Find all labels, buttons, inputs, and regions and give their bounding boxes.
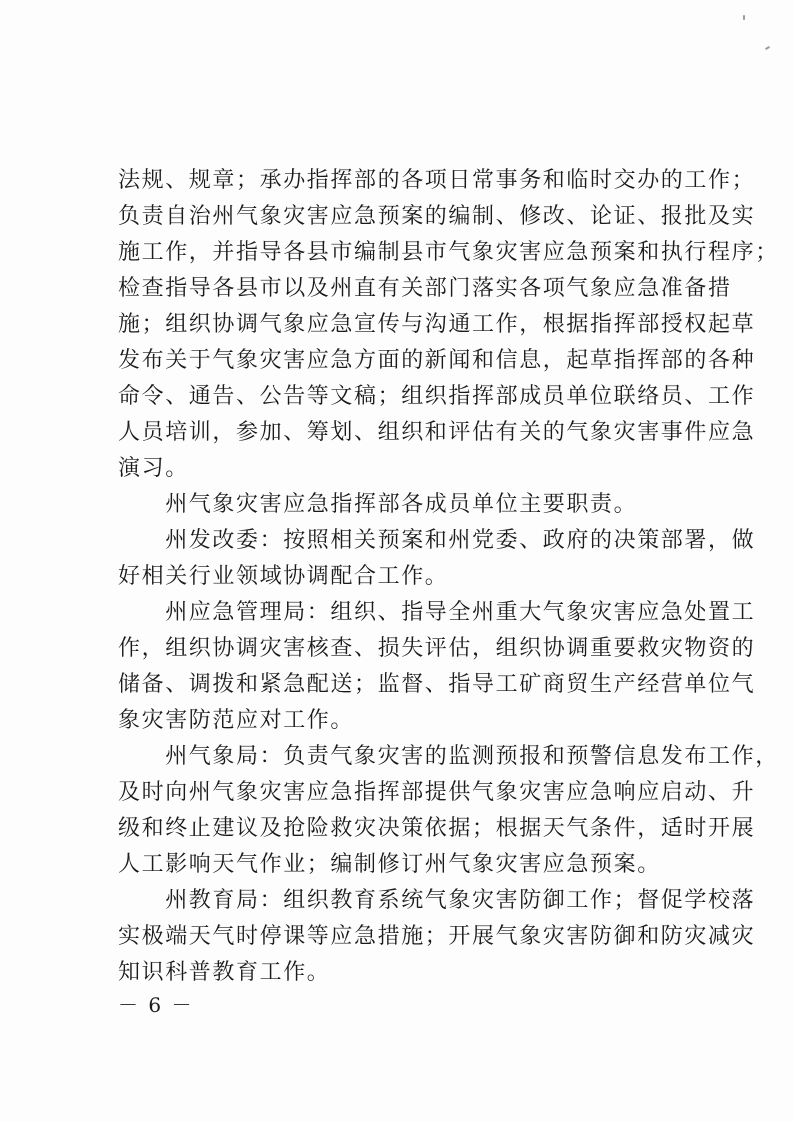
text-line: 州发改委：按照相关预案和州党委、政府的决策部署，做 bbox=[118, 528, 756, 553]
text-line: 好相关行业领域协调配合工作。 bbox=[118, 564, 449, 589]
scan-mark bbox=[743, 15, 745, 20]
text-line: 检查指导各县市以及州直有关部门落实各项气象应急准备措 bbox=[118, 276, 732, 301]
text-line: 级和终止建议及抢险救灾决策依据；根据天气条件，适时开展 bbox=[118, 816, 756, 841]
text-line: 实极端天气时停课等应急措施；开展气象灾害防御和防灾减灾 bbox=[118, 924, 756, 949]
text-line: 演习。 bbox=[118, 456, 189, 481]
text-line: 作，组织协调灾害核查、损失评估，组织协调重要救灾物资的 bbox=[118, 636, 756, 661]
text-line: 储备、调拨和紧急配送；监督、指导工矿商贸生产经营单位气 bbox=[118, 672, 756, 697]
text-line: 象灾害防范应对工作。 bbox=[118, 708, 355, 733]
text-line: 人员培训，参加、筹划、组织和评估有关的气象灾害事件应急 bbox=[118, 420, 756, 445]
text-line: 知识科普教育工作。 bbox=[118, 960, 331, 985]
text-line: 施；组织协调气象应急宣传与沟通工作，根据指挥部授权起草 bbox=[118, 312, 756, 337]
scan-mark bbox=[765, 46, 770, 50]
text-line: 州应急管理局：组织、指导全州重大气象灾害应急处置工 bbox=[118, 600, 756, 625]
text-line: 州教育局：组织教育系统气象灾害防御工作；督促学校落 bbox=[118, 888, 756, 913]
text-line: 法规、规章；承办指挥部的各项日常事务和临时交办的工作； bbox=[118, 168, 756, 193]
text-line: 负责自治州气象灾害应急预案的编制、修改、论证、报批及实 bbox=[118, 204, 756, 229]
text-line: 施工作，并指导各县市编制县市气象灾害应急预案和执行程序； bbox=[118, 240, 779, 265]
text-line: 命令、通告、公告等文稿；组织指挥部成员单位联络员、工作 bbox=[118, 384, 756, 409]
text-line: 发布关于气象灾害应急方面的新闻和信息，起草指挥部的各种 bbox=[118, 348, 756, 373]
text-line: 州气象灾害应急指挥部各成员单位主要职责。 bbox=[118, 492, 638, 517]
text-line: 州气象局：负责气象灾害的监测预报和预警信息发布工作， bbox=[118, 744, 779, 769]
text-line: 及时向州气象灾害应急指挥部提供气象灾害应急响应启动、升 bbox=[118, 780, 756, 805]
text-line: 人工影响天气作业；编制修订州气象灾害应急预案。 bbox=[118, 852, 661, 877]
page-number: － 6 － bbox=[118, 993, 194, 1017]
